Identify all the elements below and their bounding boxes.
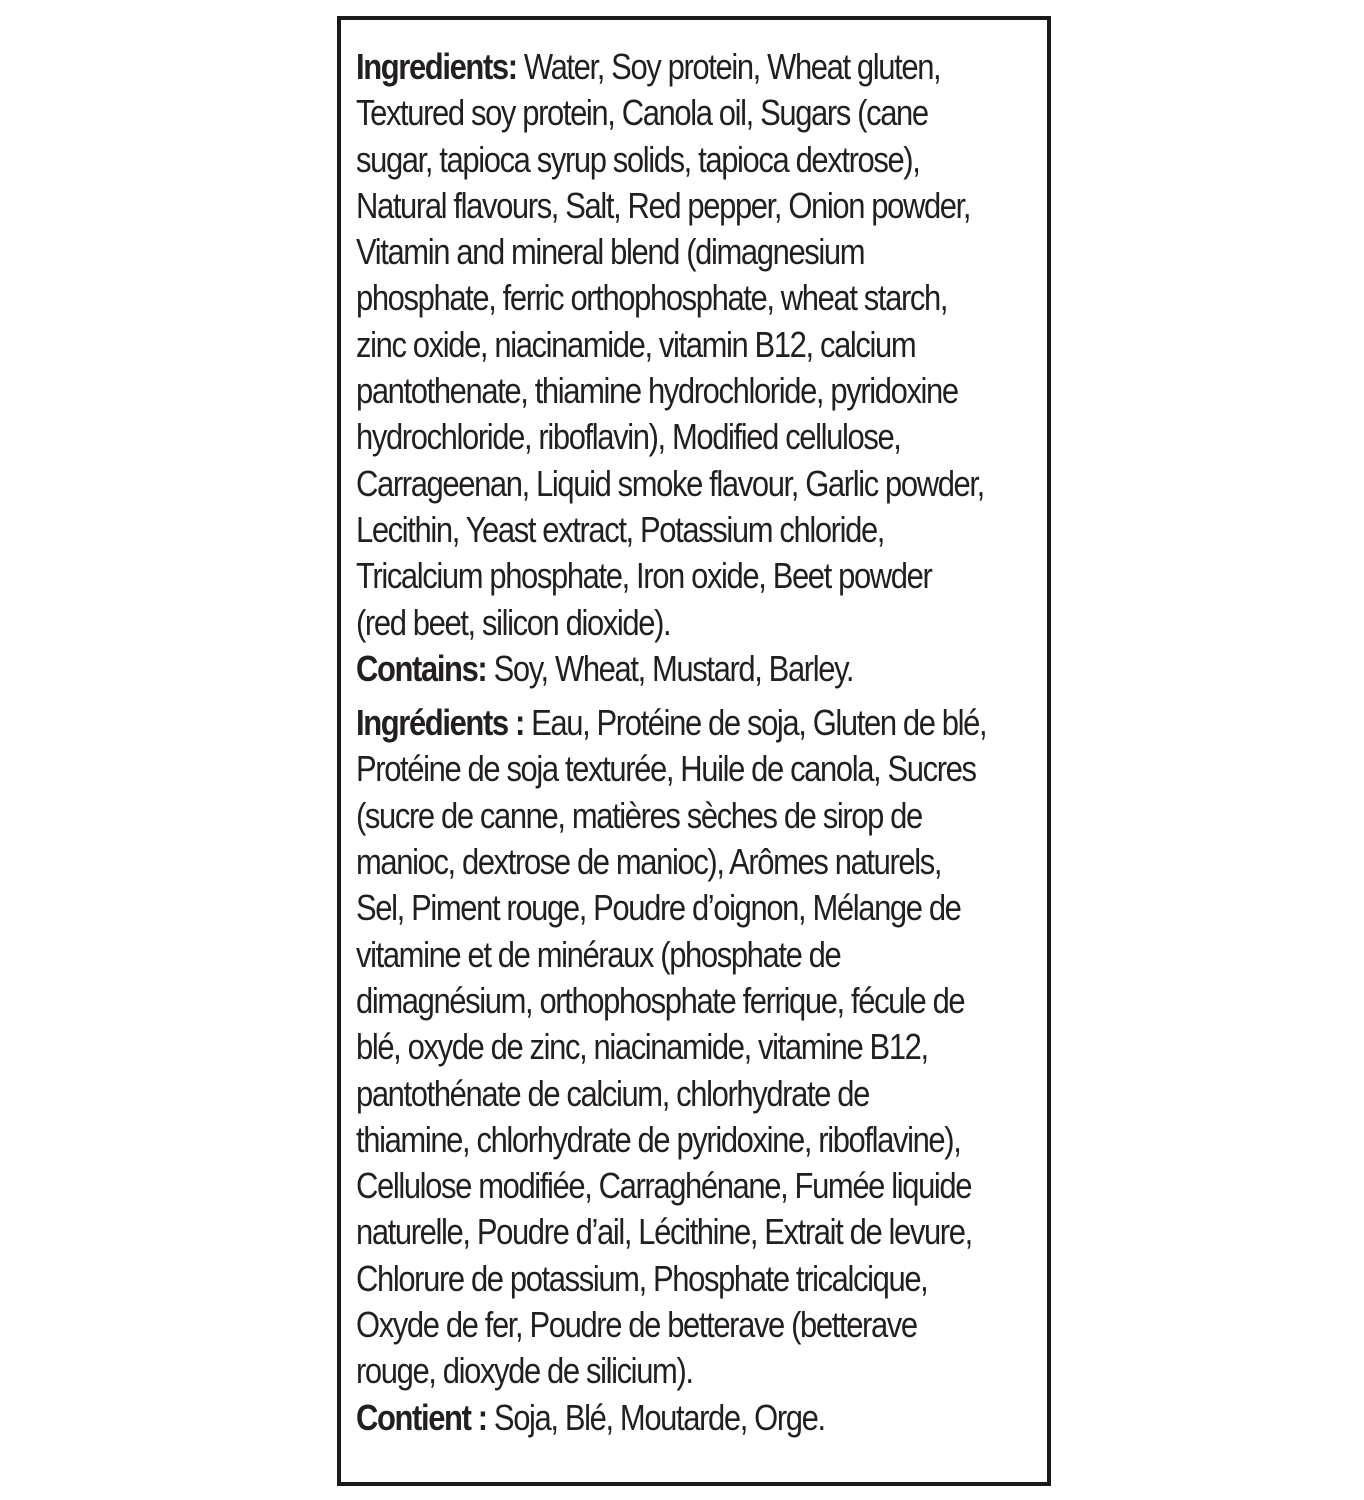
english-ingredients-line: hydrochloride, riboflavin), Modified cellulose,: [356, 416, 901, 458]
french-ingredients-line: blé, oxyde de zinc, niacinamide, vitamine B12,: [356, 1026, 928, 1068]
french-contains-line: [356, 1395, 1035, 1441]
french-ingredients-line: vitamine et de minéraux (phosphate de: [356, 933, 841, 975]
french-ingredients-line: Sel, Piment rouge, Poudre d’oignon, Mélange de: [356, 887, 961, 929]
english-ingredients-line: (red beet, silicon dioxide).: [356, 601, 671, 643]
french-ingredients-line: (sucre de canne, matières sèches de sirop de: [356, 794, 922, 836]
english-ingredients-text: Water, Soy protein, Wheat gluten,: [516, 46, 941, 87]
english-ingredients-line-1: [356, 44, 1035, 90]
french-contains-heading: Contient :: [356, 1396, 487, 1438]
french-ingredients-text: Eau, Protéine de soja, Gluten de blé,: [523, 702, 987, 744]
english-ingredients-line: Lecithin, Yeast extract, Potassium chloride,: [356, 508, 885, 550]
english-ingredients-heading: Ingredients:: [356, 46, 517, 87]
french-ingredients-line: Cellulose modifiée, Carraghénane, Fumée liquide: [356, 1165, 972, 1207]
french-ingredients-line: naturelle, Poudre d’ail, Lécithine, Extrait de levure,: [356, 1211, 972, 1253]
french-ingredients-line: pantothénate de calcium, chlorhydrate de: [356, 1072, 869, 1114]
english-contains-text: Soy, Wheat, Mustard, Barley.: [486, 647, 854, 689]
english-contains-heading: Contains:: [356, 647, 487, 689]
english-ingredients-line: Natural flavours, Salt, Red pepper, Onion powder,: [356, 184, 971, 226]
ingredients-label-panel: [337, 16, 1051, 1486]
french-ingredients-line: rouge, dioxyde de silicium).: [356, 1350, 693, 1392]
english-ingredients-line: sugar, tapioca syrup solids, tapioca dextrose),: [356, 138, 920, 180]
english-ingredients-line: Carrageenan, Liquid smoke flavour, Garlic powder,: [356, 462, 984, 504]
english-ingredients-line: pantothenate, thiamine hydrochloride, pyridoxine: [356, 370, 958, 412]
french-ingredients-line: Protéine de soja texturée, Huile de canola, Sucres: [356, 748, 976, 790]
english-ingredients-line: phosphate, ferric orthophosphate, wheat starch,: [356, 277, 948, 319]
section-spacer: [356, 692, 1035, 700]
ingredients-text-block: [356, 44, 1035, 1441]
french-ingredients-line-1: [356, 700, 1035, 746]
french-ingredients-line: thiamine, chlorhydrate de pyridoxine, riboflavine),: [356, 1118, 961, 1160]
french-ingredients-line: Oxyde de fer, Poudre de betterave (betterave: [356, 1304, 917, 1346]
french-ingredients-heading: Ingrédients :: [356, 702, 524, 744]
english-ingredients-line: zinc oxide, niacinamide, vitamin B12, calcium: [356, 323, 916, 365]
english-ingredients-line: Vitamin and mineral blend (dimagnesium: [356, 231, 865, 273]
english-ingredients-line: Textured soy protein, Canola oil, Sugars (cane: [356, 92, 928, 134]
french-ingredients-line: dimagnésium, orthophosphate ferrique, fécule de: [356, 979, 965, 1021]
english-ingredients-line: Tricalcium phosphate, Iron oxide, Beet powder: [356, 555, 932, 597]
english-contains-line: [356, 646, 1035, 692]
french-ingredients-line: Chlorure de potassium, Phosphate tricalcique,: [356, 1257, 928, 1299]
french-ingredients-line: manioc, dextrose de manioc), Arômes naturels,: [356, 841, 942, 883]
french-contains-text: Soja, Blé, Moutarde, Orge.: [486, 1396, 825, 1438]
